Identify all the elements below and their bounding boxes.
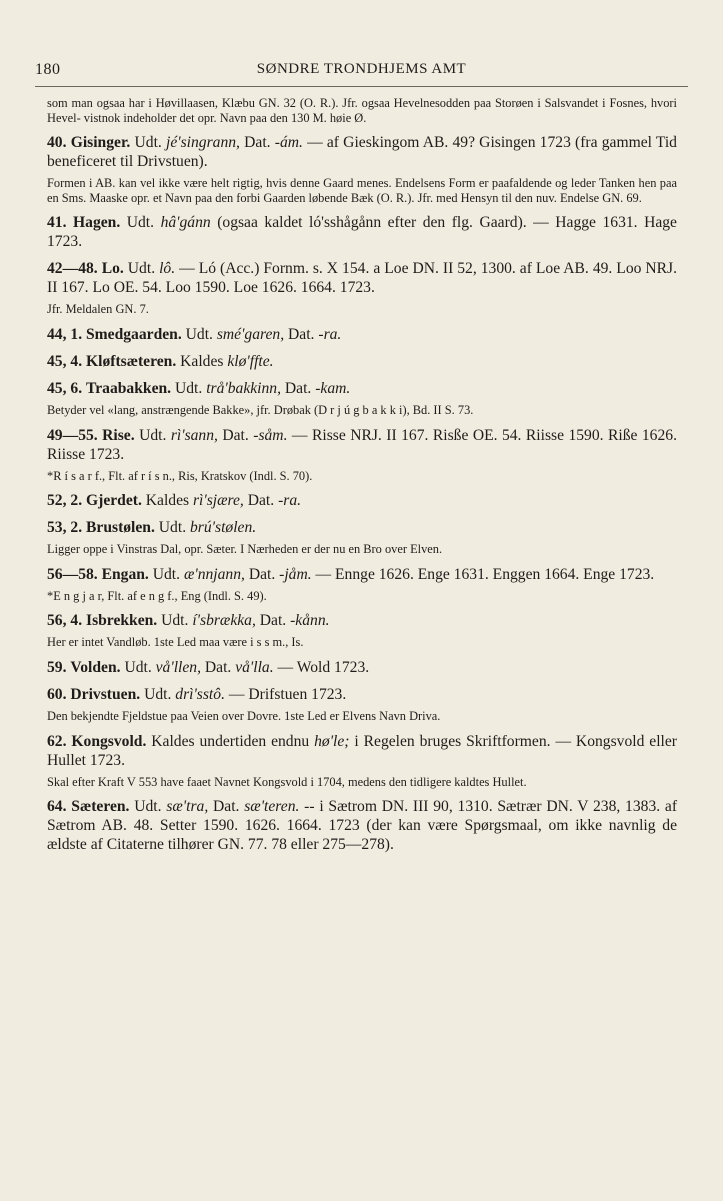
entry-note: *E n g j a r, Flt. af e n g f., Eng (Indl. S. 49). [47,588,267,603]
entry-dative: vå'lla. [235,658,274,676]
entry-line [47,491,677,510]
entry-text: i Regelen bruges Skriftformen. — Kongsvold eller Hullet 1723. [47,732,677,769]
entry-pre: Kaldes [180,352,224,370]
entry-name: Brustølen. [86,519,155,537]
entry-line [47,259,677,297]
entry [47,325,677,344]
entry-dative: -ra. [318,325,342,343]
entry-line [47,213,677,251]
entry-pronunciation: vå'llen, [155,658,201,676]
entry-text: — Ennge 1626. Enge 1631. Enggen 1664. Enge 1723. [315,565,655,583]
entry-pronunciation: í'sbrækka, [192,612,256,630]
entry-line [47,426,677,464]
entry-pre: Udt. [185,325,213,343]
entry-number: 60. [47,685,67,703]
entry-pronunciation: brú'stølen. [190,519,257,537]
entry-line [47,352,677,371]
entry-line [47,797,677,854]
entry [47,518,677,557]
entry-line [47,732,677,770]
entry-number: 59. [47,658,67,676]
entry-dat-label: Dat. [213,798,240,816]
entry-line [47,685,677,704]
entry-text: — af Gieskingom AB. 49? Gisingen 1723 (fra gammel Tid beneficeret til Drivstuen). [47,134,677,171]
entry-name: Traabakken. [86,379,172,397]
entry-pronunciation: jé'singrann, [166,134,240,152]
entry-pre: Udt. [126,214,155,232]
entry-number: 56, 4. [47,612,83,630]
entry-line [47,133,677,171]
entry-dat-label: Dat. [288,325,315,343]
entry-pronunciation: hâ'gánn [160,214,211,232]
entry-note: Ligger oppe i Vinstras Dal, opr. Sæter. I Nærheden er der nu en Bro over Elven. [47,542,443,557]
entry-pre: Kaldes undertiden endnu [151,732,310,750]
entry-number: 52, 2. [47,492,83,510]
entry-pre: Udt. [161,612,189,630]
entry-pronunciation: hø'le; [314,732,350,750]
entry-number: 62. [47,732,67,750]
entry [47,611,677,650]
entry [47,379,677,418]
entry-name: Isbrekken. [86,612,158,630]
entry-number: 53, 2. [47,519,83,537]
entry-dative: -såm. [253,426,288,444]
entry [47,491,677,510]
entry-name: Drivstuen. [70,685,141,703]
entry-line [47,565,677,584]
entry [47,133,677,205]
entry [47,797,677,854]
entry [47,259,677,317]
entry-note: Betyder vel «lang, anstrængende Bakke», jfr. Drøbak (D r j ú g b a k k i), Bd. II S. 73. [47,402,474,417]
entry-text: -- i Sætrom DN. III 90, 1310. Sætrær DN. V 238, 1383. af Sætrom AB. 48. Setter 1590. 1626. 1664. 1723 (der kan være Spørgsmaal, om ikke navnlig de ældste af Citaterne tilhører GN. 77. 78 eller 275—278). [47,798,678,854]
page-body [47,96,677,854]
entry-pronunciation: rì'sjære, [192,492,244,510]
entry-text: (ogsaa kaldet ló'sshågånn efter den flg. Gaard). — Hagge 1631. Hage 1723. [47,214,677,251]
entry-dat-label: Dat. [222,426,249,444]
entry-number: 40. [47,134,67,152]
page-number: 180 [35,61,61,78]
entry-number: 56—58. [47,565,98,583]
entry-text: — Wold 1723. [277,658,370,676]
entry-name: Engan. [101,565,149,583]
entry-pronunciation: sæ'tra, [166,798,209,816]
entry-dative: -ra. [278,492,302,510]
entry-pronunciation: smé'garen, [216,325,285,343]
entry [47,565,677,604]
entry-line [47,379,677,398]
entry-text: — Risse NRJ. II 167. Risße OE. 54. Riisse 1590. Rißе 1626. Riisse 1723. [47,426,677,463]
entry-pre: Udt. [158,519,187,537]
entry-line [47,611,677,630]
entry-pre: Udt. [134,134,162,152]
entry [47,352,677,371]
entry-note: Jfr. Meldalen GN. 7. [47,302,149,317]
entry-pronunciation: klø'ffte. [227,352,274,370]
entry-note: Skal efter Kraft V 553 have faaet Navnet Kongsvold i 1704, medens den tidligere kaldtes Hullet. [47,774,527,789]
entry-dat-label: Dat. [248,565,276,583]
entry-name: Sæteren. [71,798,130,816]
entry-number: 49—55. [47,426,98,444]
entry-name: Rise. [102,426,135,444]
entry-name: Lo. [101,260,124,278]
entry-pronunciation: rì'sann, [170,426,218,444]
entry-name: Kløftsæteren. [86,352,177,370]
entry-list [47,133,677,854]
entry-note: Her er intet Vandløb. 1ste Led maa være i s s m., Is. [47,635,304,650]
intro-paragraph: som man ogsaa har i Høvillaasen, Klæbu GN. 32 (O. R.). Jfr. ogsaa Hevelnesodden paa Storøen i Salsvandet i Fosnes, hvori Hevel- vistnok indeholder det opr. Navn paa den 130 M. høie Ø. [47,96,677,125]
entry-dat-label: Dat. [284,379,312,397]
header-rule [35,86,688,87]
entry-pronunciation: lô. [159,260,176,278]
entry-number: 45, 4. [47,352,83,370]
entry-pre: Udt. [174,379,203,397]
entry [47,213,677,251]
entry-pre: Kaldes [145,492,190,510]
entry-pronunciation: drì'sstô. [175,685,225,703]
entry-number: 45, 6. [47,379,83,397]
entry-pre: Udt. [144,685,172,703]
entry-dative: -kam. [315,379,351,397]
entry-line [47,658,677,677]
entry-name: Hagen. [73,214,121,232]
entry-pre: Udt. [124,658,152,676]
entry-name: Gisinger. [70,134,131,152]
running-title: SØNDRE TRONDHJEMS AMT [256,61,467,77]
entry-pre: Udt. [134,798,162,816]
entry-dative: -kånn. [290,612,330,630]
entry-number: 42—48. [47,260,98,278]
entry-dat-label: Dat. [244,134,271,152]
entry [47,685,677,724]
entry-dative: -ám. [274,134,303,152]
entry-dative: sæ'teren. [244,798,300,816]
entry-line [47,325,677,344]
entry-number: 64. [47,798,67,816]
entry-note: Den bekjendte Fjeldstue paa Veien over Dovre. 1ste Led er Elvens Navn Driva. [47,708,441,723]
page-header [35,61,688,85]
entry-line [47,518,677,537]
entry-dative: -jåm. [279,565,312,583]
entry-pronunciation: æ'nnjann, [183,565,245,583]
entry-name: Volden. [70,658,121,676]
entry [47,732,677,790]
entry-note: *R í s a r f., Flt. af r í s n., Ris, Kratskov (Indl. S. 70). [47,468,313,483]
entry-pre: Udt. [127,260,156,278]
entry-dat-label: Dat. [247,492,275,510]
entry [47,658,677,677]
entry-text: — Drifstuen 1723. [228,685,347,703]
entry-name: Kongsvold. [71,732,147,750]
entry-number: 44, 1. [47,325,83,343]
entry-pronunciation: trå'bakkinn, [206,379,281,397]
entry-name: Gjerdet. [86,492,142,510]
entry-name: Smedgaarden. [86,325,182,343]
entry-note: Formen i AB. kan vel ikke være helt rigtig, hvis denne Gaard menes. Endelsens Form er paafaldende og leder Tanken hen paa en Sms. Maaske opr. et Navn paa den forbi Gaarden løbende Bæk (O. R.). Jfr. med Hensyn til den nuv. Endelse GN. 69. [47,176,677,205]
entry-text: — Ló (Acc.) Fornm. s. X 154. a Loe DN. II 52, 1300. af Loe AB. 49. Loo NRJ. II 167. Lo OE. 54. Loo 1590. Loe 1626. 1664. 1723. [47,260,678,297]
entry-pre: Udt. [139,426,167,444]
entry-pre: Udt. [152,565,181,583]
entry [47,426,677,484]
entry-dat-label: Dat. [259,612,287,630]
entry-number: 41. [47,214,67,232]
entry-dat-label: Dat. [204,658,232,676]
